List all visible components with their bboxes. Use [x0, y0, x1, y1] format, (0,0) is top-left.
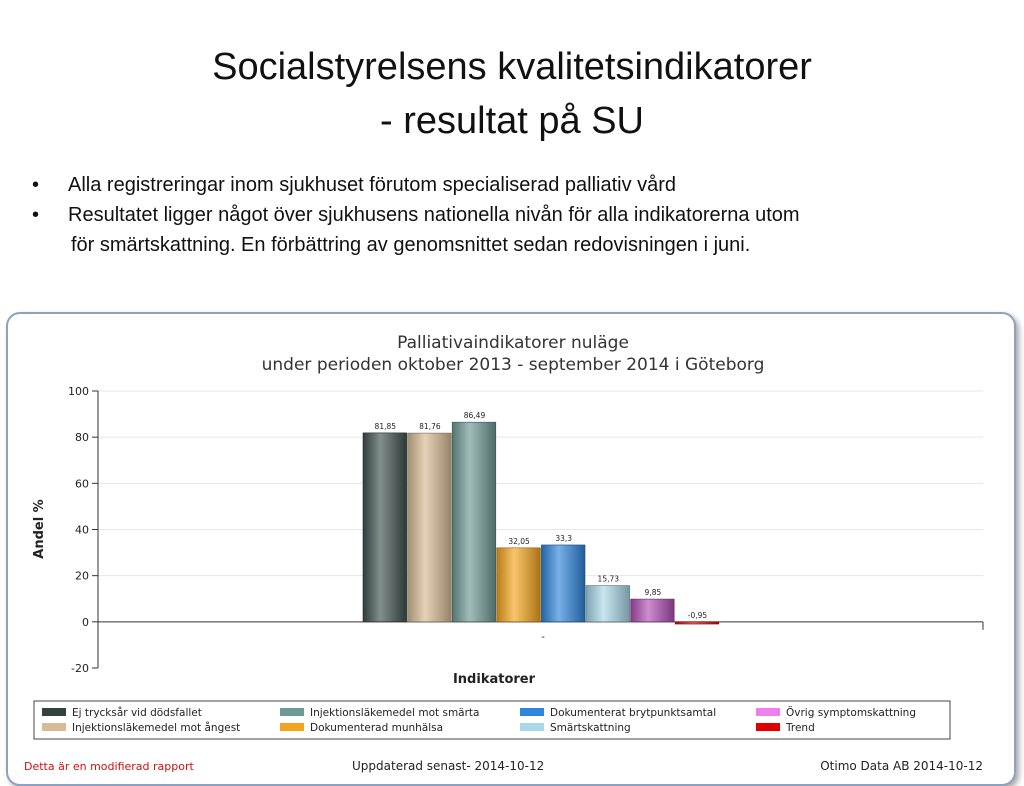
bullet-item-1 — [32, 170, 1012, 200]
legend-swatch — [42, 723, 66, 731]
bar-label-3: 86,49 — [463, 411, 486, 421]
y-tick-label: 40 — [75, 523, 89, 537]
bar-label-5: 33,3 — [555, 533, 573, 543]
chart-title: Palliativaindikatorer nuläge — [397, 333, 629, 353]
slide-title — [0, 40, 1024, 148]
footer-updated: Uppdaterad senast- 2014-10-12 — [352, 759, 545, 773]
bullet-item-2 — [32, 200, 1012, 230]
bullet-glyph: • — [32, 174, 40, 196]
footer-source: Otimo Data AB 2014-10-12 — [820, 759, 983, 773]
y-tick-label: 80 — [75, 431, 89, 445]
legend-swatch — [42, 708, 66, 716]
y-tick-label: -20 — [71, 662, 89, 675]
chart-subtitle: under perioden oktober 2013 - september 2014 i Göteborg — [261, 355, 765, 375]
slide-title-line1: Socialstyrelsens kvalitetsindikatorer — [212, 46, 812, 88]
legend-label: Dokumenterad munhälsa — [310, 722, 444, 734]
bar-6 — [586, 586, 630, 622]
bullet-glyph: • — [32, 204, 40, 226]
bar-2 — [408, 433, 452, 622]
legend-swatch — [280, 723, 304, 731]
x-tick-label: - — [541, 631, 545, 643]
bullet-text-2-continuation: för smärtskattning. En förbättring av genomsnittet sedan redovisningen i juni. — [71, 234, 751, 256]
y-tick-label: 100 — [68, 385, 89, 398]
legend-label: Injektionsläkemedel mot smärta — [310, 707, 480, 719]
y-tick-label: 20 — [75, 569, 89, 583]
bar-label-1: 81,85 — [374, 421, 397, 431]
legend-label: Övrig symptomskattning — [786, 707, 916, 719]
bar-3 — [452, 422, 496, 622]
bar-1 — [363, 433, 407, 622]
legend-swatch — [756, 708, 780, 716]
legend-label: Injektionsläkemedel mot ångest — [72, 722, 241, 734]
y-tick-label: 0 — [82, 615, 89, 629]
y-axis-label: Andel % — [32, 499, 47, 559]
slide-title-line2: - resultat på SU — [380, 100, 644, 142]
footer-modified-note: Detta är en modifierad rapport — [24, 760, 194, 773]
legend-swatch — [280, 708, 304, 716]
legend-swatch — [520, 723, 544, 731]
bullet-text-2: Resultatet ligger något över sjukhusens nationella nivån för alla indikatorerna utom — [68, 204, 800, 226]
bar-8 — [675, 622, 719, 624]
legend-label: Dokumenterat brytpunktsamtal — [550, 707, 717, 719]
bar-chart — [8, 314, 1014, 784]
bar-label-4: 32,05 — [508, 536, 530, 546]
bar-label-7: 9,85 — [644, 588, 662, 598]
bullet-list — [32, 170, 1012, 260]
bar-5 — [541, 545, 585, 622]
bar-label-8: -0,95 — [687, 610, 708, 620]
bar-4 — [497, 548, 541, 622]
chart-panel — [6, 312, 1016, 786]
legend-swatch — [756, 723, 780, 731]
x-axis-label: Indikatorer — [452, 672, 536, 687]
bar-7 — [631, 599, 675, 622]
legend-swatch — [520, 708, 544, 716]
y-tick-label: 60 — [75, 477, 89, 491]
bar-label-6: 15,73 — [597, 574, 620, 584]
legend-label: Trend — [786, 722, 815, 734]
legend-label: Ej trycksår vid dödsfallet — [72, 707, 202, 719]
bar-label-2: 81,76 — [419, 422, 441, 432]
bullet-text-1: Alla registreringar inom sjukhuset förutom specialiserad palliativ vård — [68, 174, 677, 196]
legend-label: Smärtskattning — [550, 722, 631, 734]
